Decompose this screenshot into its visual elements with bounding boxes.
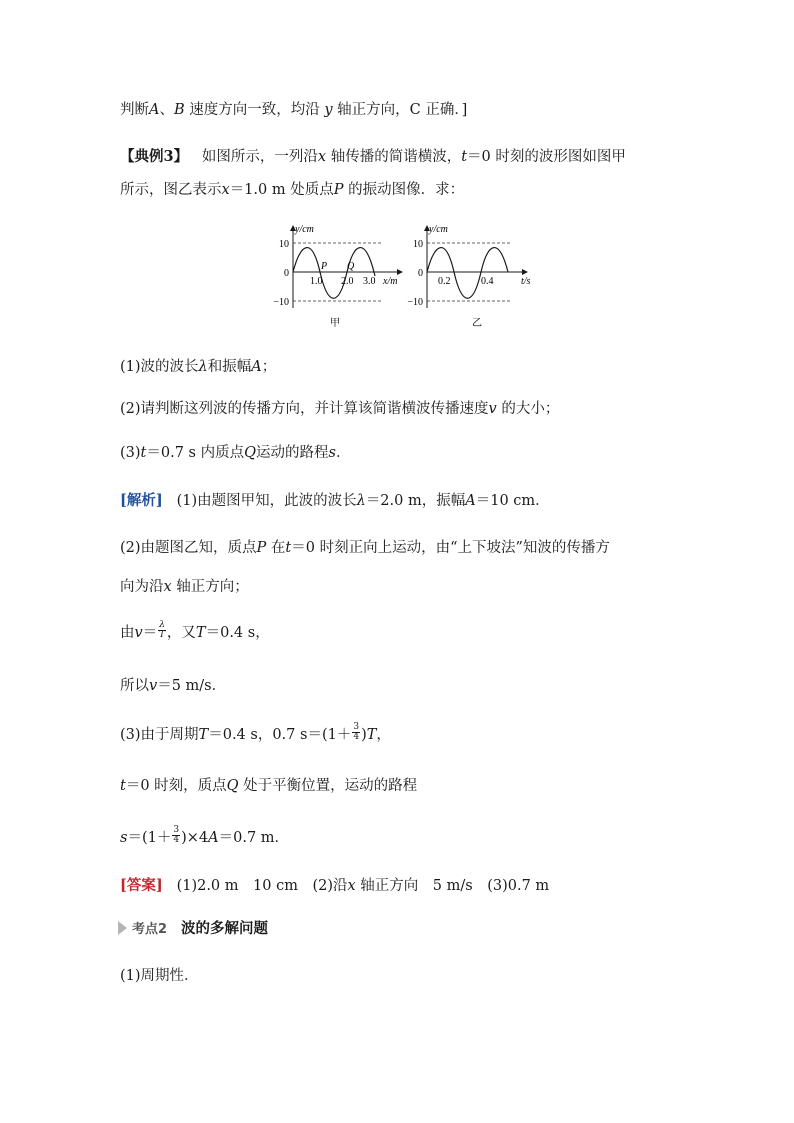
triangle-arrow-icon xyxy=(118,921,127,935)
point-p-label: P xyxy=(321,261,328,272)
waveform-graph-left xyxy=(273,224,402,329)
point-q-label: Q xyxy=(347,261,355,272)
answer-line: [答案] (1)2.0 m 10 cm (2)沿x 轴正方向 5 m/s (3)0.7 m xyxy=(120,877,550,894)
question-3: (3)t＝0.7 s 内质点Q运动的路程s． xyxy=(120,445,351,461)
solution-line-4: 由v＝ $\frac{\lambda}{T}$ ，又T＝0.4 s， xyxy=(120,619,270,641)
right-xtick-2: 0.4 xyxy=(481,276,494,287)
solution-line-3: 向为沿x 轴正方向； xyxy=(120,579,249,595)
vibration-graph-right xyxy=(407,224,530,329)
right-caption: 乙 xyxy=(472,318,482,329)
solution-line-1: [解析] (1)由题图甲知，此波的波长λ＝2.0 m，振幅A＝10 cm． xyxy=(120,492,550,509)
left-ytick-bottom: −10 xyxy=(273,297,289,308)
right-wave-curve xyxy=(427,248,508,299)
left-wave-curve xyxy=(293,248,375,299)
right-ytick-bottom: −10 xyxy=(407,297,423,308)
left-caption: 甲 xyxy=(330,318,340,329)
example-3-line-2: 所示，图乙表示x＝1.0 m 处质点P 的振动图像．求： xyxy=(120,182,465,198)
solution-line-2: (2)由题图乙知，质点P 在t＝0 时刻正向上运动，由“上下坡法”知波的传播方 xyxy=(120,540,610,556)
left-xtick-2: 2.0 xyxy=(341,276,354,287)
left-ytick-top: 10 xyxy=(279,239,289,250)
periodicity-line: (1)周期性． xyxy=(120,968,199,984)
fraction-three-quarters: $\frac{3}{4}$ xyxy=(353,721,360,742)
left-xtick-1: 1.0 xyxy=(310,276,323,287)
fraction-three-quarters-2: $\frac{3}{4}$ xyxy=(173,824,180,845)
kaodian-label: 考点2 xyxy=(132,922,168,937)
right-y-label: y/cm xyxy=(429,224,448,235)
question-1: (1)波的波长λ和振幅A； xyxy=(120,359,277,375)
kaodian-title: 波的多解问题 xyxy=(181,920,269,937)
example-3-line-1: 【典例3】 如图所示，一列沿x 轴传播的简谐横波，t＝0 时刻的波形图如图甲 xyxy=(120,148,626,165)
left-xtick-3: 3.0 xyxy=(363,276,376,287)
right-ytick-zero: 0 xyxy=(418,268,423,279)
solution-line-7: t＝0 时刻，质点Q 处于平衡位置，运动的路程 xyxy=(120,778,418,794)
solution-tag: [解析] xyxy=(120,492,163,509)
right-x-label: t/s xyxy=(521,276,531,287)
right-xtick-1: 0.2 xyxy=(438,276,451,287)
right-ytick-top: 10 xyxy=(413,239,423,250)
example-tag: 【典例3】 xyxy=(120,148,189,165)
solution-line-8: s＝(1＋ $\frac{3}{4}$ )×4A＝0.7 m． xyxy=(120,824,290,846)
answer-tag: [答案] xyxy=(120,877,163,894)
section-heading-kaodian-2 xyxy=(118,917,268,938)
left-y-label: y/cm xyxy=(295,224,314,235)
solution-line-6: (3)由于周期T＝0.4 s，0.7 s＝(1＋ $\frac{3}{4}$ )T， xyxy=(120,721,391,743)
wave-figure xyxy=(255,220,555,335)
question-2: (2)请判断这列波的传播方向，并计算该简谐横波传播速度v 的大小； xyxy=(120,401,560,417)
fraction-lambda-over-t: $\frac{\lambda}{T}$ xyxy=(159,619,166,640)
text-line-1: 判断A、B 速度方向一致，均沿 y 轴正方向，C 正确．] xyxy=(120,102,468,118)
solution-line-5: 所以v＝5 m/s． xyxy=(120,678,227,694)
left-ytick-zero: 0 xyxy=(284,268,289,279)
left-x-label: x/m xyxy=(383,276,398,287)
